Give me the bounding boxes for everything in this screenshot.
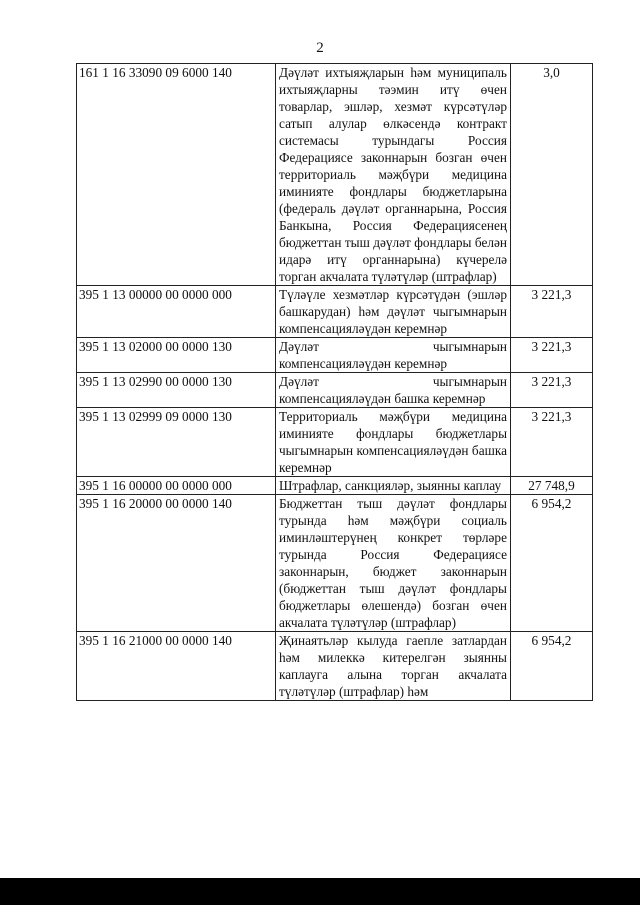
income-description: Территориаль мәҗбүри медицина иминияте фондлары бюджетлары чыгымнарын компенсацияләүдән башка керемнәр bbox=[276, 408, 511, 477]
income-description: Дәүләт чыгымнарын компенсацияләүдән керемнәр bbox=[276, 338, 511, 373]
table-row bbox=[77, 495, 593, 632]
classification-code: 395 1 16 21000 00 0000 140 bbox=[77, 632, 276, 701]
table-row bbox=[77, 338, 593, 373]
amount: 3 221,3 bbox=[511, 286, 593, 338]
income-description: Җинаятьләр кылуда гаепле затлардан һәм милеккә китерелгән зыянны каплауга алына торган акчалата түләтүләр (штрафлар) һәм bbox=[276, 632, 511, 701]
table-row bbox=[77, 408, 593, 477]
amount: 3 221,3 bbox=[511, 373, 593, 408]
table-row bbox=[77, 632, 593, 701]
amount: 6 954,2 bbox=[511, 632, 593, 701]
scan-bottom-border bbox=[0, 878, 640, 905]
amount: 3,0 bbox=[511, 64, 593, 286]
income-description: Дәүләт чыгымнарын компенсацияләүдән башка керемнәр bbox=[276, 373, 511, 408]
table-row bbox=[77, 373, 593, 408]
table-row bbox=[77, 477, 593, 495]
classification-code: 395 1 16 20000 00 0000 140 bbox=[77, 495, 276, 632]
page-number: 2 bbox=[316, 40, 324, 56]
classification-code: 395 1 13 00000 00 0000 000 bbox=[77, 286, 276, 338]
table-row bbox=[77, 286, 593, 338]
budget-table bbox=[76, 63, 593, 701]
income-description: Дәүләт ихтыяҗларын һәм муниципаль ихтыяҗларны тәэмин итү өчен товарлар, эшләр, хезмәт күрсәтүләр сатып алулар өлкәсендә контракт системасы турындагы Россия Федерациясе законнарын бозган өчен территориаль мәҗбүри медицина иминияте фондлары бюджетларына (федераль дәүләт органнарына, Россия Банкына, Россия Федерациясенең бюджеттан тыш дәүләт фондлары белән идарә итү органнарына) күчерелә торган акчалата түләтүләр (штрафлар) bbox=[276, 64, 511, 286]
amount: 3 221,3 bbox=[511, 338, 593, 373]
amount: 6 954,2 bbox=[511, 495, 593, 632]
income-description: Штрафлар, санкцияләр, зыянны каплау bbox=[276, 477, 511, 495]
classification-code: 395 1 13 02999 09 0000 130 bbox=[77, 408, 276, 477]
income-description: Түләүле хезмәтләр күрсәтүдән (эшләр башкарудан) һәм дәүләт чыгымнарын компенсацияләүдән керемнәр bbox=[276, 286, 511, 338]
classification-code: 395 1 13 02990 00 0000 130 bbox=[77, 373, 276, 408]
classification-code: 395 1 13 02000 00 0000 130 bbox=[77, 338, 276, 373]
amount: 3 221,3 bbox=[511, 408, 593, 477]
table-row bbox=[77, 64, 593, 286]
amount: 27 748,9 bbox=[511, 477, 593, 495]
income-description: Бюджеттан тыш дәүләт фондлары турында һәм мәҗбүри социаль иминләштерүнең конкрет төрләре турында Россия Федерациясе законнарын, бюджет законнарын (бюджеттан тыш дәүләт фондлары бюджетлары өлешендә) бозган өчен акчалата түләтүләр (штрафлар) bbox=[276, 495, 511, 632]
classification-code: 161 1 16 33090 09 6000 140 bbox=[77, 64, 276, 286]
classification-code: 395 1 16 00000 00 0000 000 bbox=[77, 477, 276, 495]
